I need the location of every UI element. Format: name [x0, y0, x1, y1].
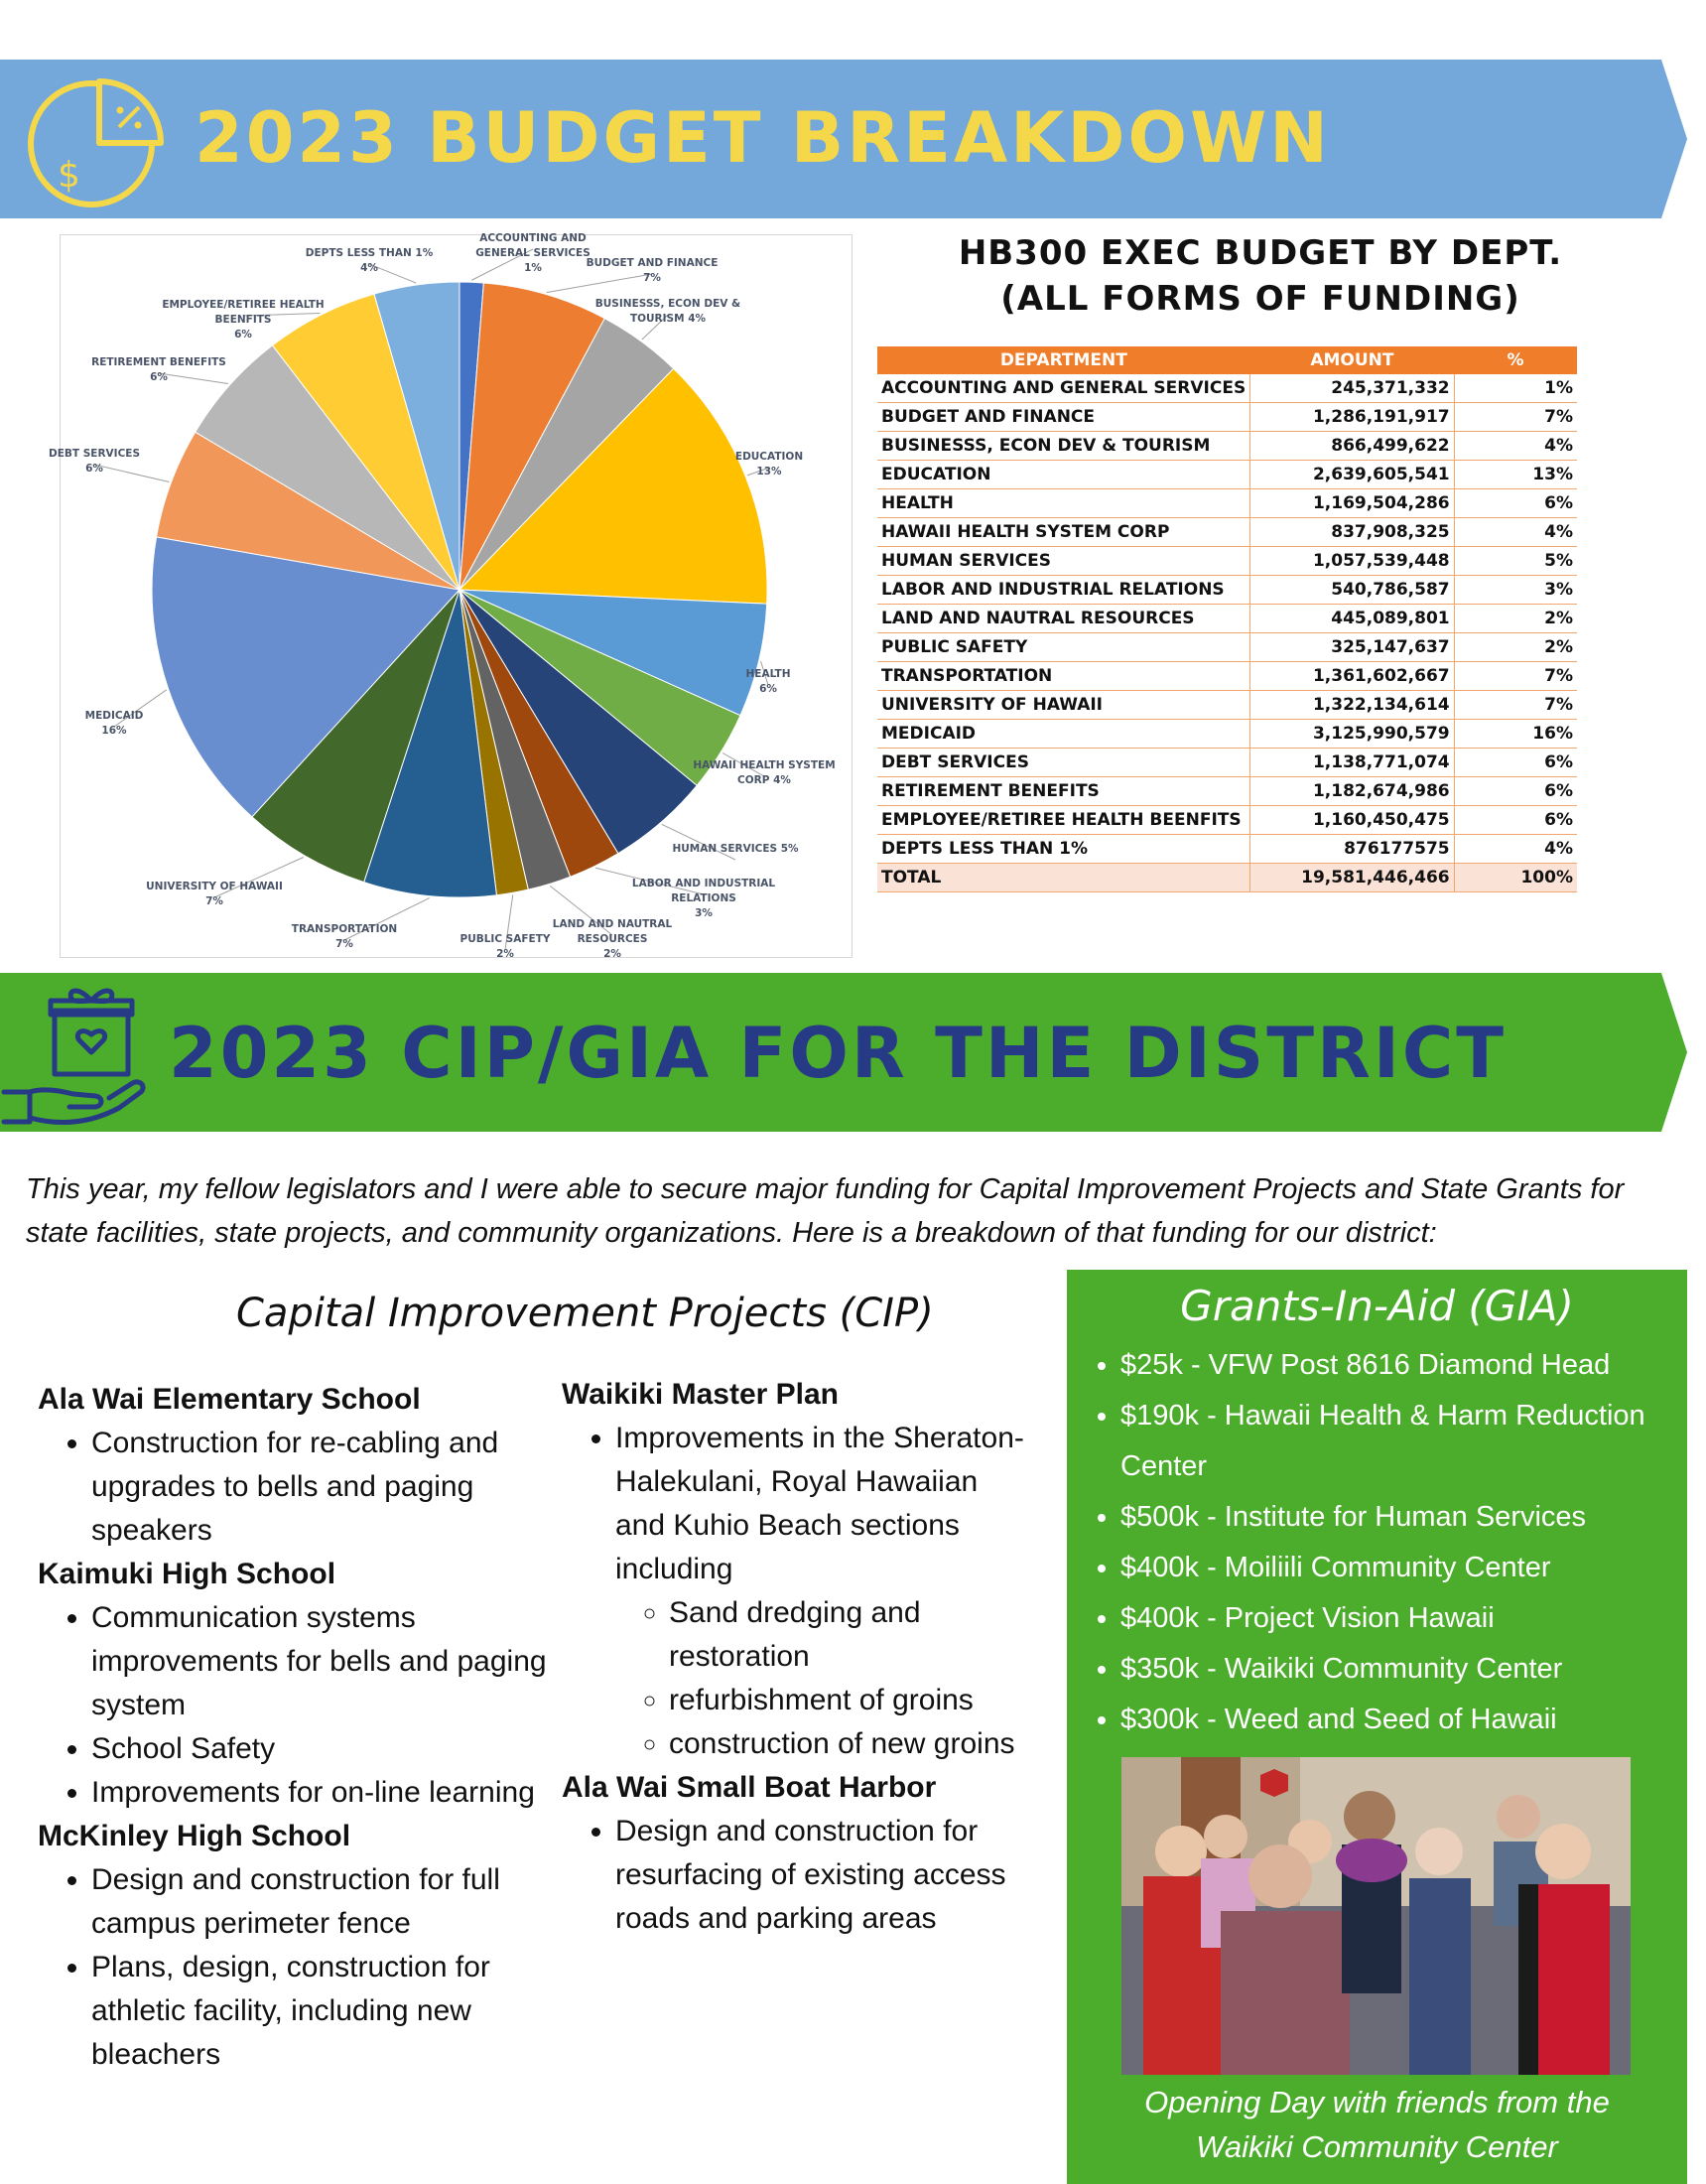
table-row [877, 374, 1577, 403]
list-item: • $350k - Waikiki Community Center [1120, 1644, 1706, 1695]
budget-table [877, 346, 1577, 892]
percent-cell: 100% [1454, 864, 1577, 892]
department-cell: BUDGET AND FINANCE [877, 403, 1250, 432]
list-item: • $190k - Hawaii Health & Harm Reduction Center [1120, 1391, 1706, 1492]
project-ala-wai-boat-harbor: Ala Wai Small Boat Harbor [562, 1771, 937, 1804]
list-item: • Design and construction for resurfacing of existing access roads and parking areas [615, 1810, 1028, 1941]
label-leader-line [547, 274, 652, 293]
department-cell: PUBLIC SAFETY [877, 633, 1250, 662]
pie-slice-label: HEALTH 6% [745, 668, 791, 695]
budget-banner-title: 2023 BUDGET BREAKDOWN [195, 97, 1331, 179]
list-item: • Design and construction for full campus perimeter fence [91, 1858, 554, 1946]
cip-heading: Capital Improvement Projects (CIP) [236, 1291, 934, 1336]
department-cell: EMPLOYEE/RETIREE HEALTH BEENFITS [877, 806, 1250, 835]
pie-slice-label: DEBT SERVICES 6% [48, 448, 141, 475]
photo-caption [1067, 2080, 1687, 2169]
pie-slice-label: PUBLIC SAFETY 2% [459, 933, 551, 960]
amount-cell: 1,138,771,074 [1250, 749, 1454, 777]
pie-slice-label: LAND AND NAUTRAL RESOURCES 2% [552, 918, 673, 960]
list-item: • Plans, design, construction for athletic facility, including new bleachers [91, 1946, 554, 2077]
table-header-row [877, 346, 1577, 374]
amount-cell: 1,169,504,286 [1250, 489, 1454, 518]
percent-cell: 3% [1454, 576, 1577, 605]
amount-cell: 325,147,637 [1250, 633, 1454, 662]
amount-cell: 2,639,605,541 [1250, 461, 1454, 489]
gia-heading: Grants-In-Aid (GIA) [1180, 1282, 1574, 1330]
percent-cell: 7% [1454, 403, 1577, 432]
department-cell: DEPTS LESS THAN 1% [877, 835, 1250, 864]
amount-cell: 876177575 [1250, 835, 1454, 864]
table-title-line2: (ALL FORMS OF FUNDING) [1000, 279, 1520, 319]
amount-cell: 1,057,539,448 [1250, 547, 1454, 576]
amount-cell: 1,182,674,986 [1250, 777, 1454, 806]
table-row [877, 720, 1577, 749]
table-row [877, 662, 1577, 691]
table-row [877, 518, 1577, 547]
intro-paragraph: This year, my fellow legislators and I were able to secure major funding for Capital Improvement Projects and State Grants for state facilities, state projects, and community organizations. Here is a breakdown of that funding for our district: [26, 1173, 1625, 1249]
department-cell: DEBT SERVICES [877, 749, 1250, 777]
pie-chart-svg [48, 232, 852, 960]
project-list [38, 1422, 554, 1553]
label-leader-line [94, 465, 169, 482]
pie-slice-label: LABOR AND INDUSTRIAL RELATIONS 3% [631, 878, 776, 919]
cip-banner [0, 973, 1687, 1132]
caption-line-1: Opening Day with friends from the [1144, 2085, 1610, 2119]
percent-cell: 5% [1454, 547, 1577, 576]
table-row [877, 605, 1577, 633]
amount-cell: 837,908,325 [1250, 518, 1454, 547]
department-cell: UNIVERSITY OF HAWAII [877, 691, 1250, 720]
list-item: • School Safety [91, 1727, 554, 1771]
table-row [877, 489, 1577, 518]
list-item: • Improvements for on-line learning [91, 1771, 554, 1815]
list-item: • $500k - Institute for Human Services [1120, 1492, 1706, 1543]
pie-slice-label: DEPTS LESS THAN 1% 4% [305, 247, 434, 274]
percent-cell: 7% [1454, 662, 1577, 691]
header-department: DEPARTMENT [877, 346, 1250, 374]
sub-list [615, 1591, 1028, 1766]
sub-list-item: ◦ Sand dredging and restoration [669, 1591, 1028, 1679]
pie-slice-label: UNIVERSITY OF HAWAII 7% [146, 881, 283, 907]
amount-cell: 445,089,801 [1250, 605, 1454, 633]
label-leader-line [159, 373, 228, 384]
table-row [877, 461, 1577, 489]
budget-pie-dollar-icon [22, 68, 171, 212]
table-title-line1: HB300 EXEC BUDGET BY DEPT. [958, 233, 1563, 273]
department-cell: HAWAII HEALTH SYSTEM CORP [877, 518, 1250, 547]
department-cell: HEALTH [877, 489, 1250, 518]
percent-cell: 2% [1454, 633, 1577, 662]
project-mckinley-high: McKinley High School [38, 1820, 351, 1852]
percent-cell: 6% [1454, 749, 1577, 777]
department-cell: ACCOUNTING AND GENERAL SERVICES [877, 374, 1250, 403]
pie-slice-label: RETIREMENT BENEFITS 6% [91, 356, 226, 383]
list-item: • $400k - Project Vision Hawaii [1120, 1593, 1706, 1644]
list-item [615, 1417, 1028, 1766]
pie-slice-label: EDUCATION 13% [734, 451, 804, 478]
pie-slice-label: BUDGET AND FINANCE 7% [586, 257, 719, 284]
percent-cell: 4% [1454, 518, 1577, 547]
amount-cell: 1,160,450,475 [1250, 806, 1454, 835]
percent-cell: 6% [1454, 777, 1577, 806]
amount-cell: 19,581,446,466 [1250, 864, 1454, 892]
gia-list [1091, 1340, 1706, 1745]
percent-cell: 1% [1454, 374, 1577, 403]
amount-cell: 866,499,622 [1250, 432, 1454, 461]
department-cell: LAND AND NAUTRAL RESOURCES [877, 605, 1250, 633]
table-row [877, 777, 1577, 806]
list-item-text: Improvements in the Sheraton-Halekulani, Royal Hawaiian and Kuhio Beach sections including [615, 1422, 1024, 1585]
percent-cell: 6% [1454, 489, 1577, 518]
project-list [562, 1810, 1028, 1941]
budget-banner [0, 60, 1687, 218]
table-row [877, 576, 1577, 605]
gia-panel [1067, 1270, 1687, 2184]
pie-slice-label: HUMAN SERVICES 5% [672, 843, 799, 855]
gift-hand-icon [0, 981, 149, 1128]
table-row [877, 835, 1577, 864]
pie-slice-label: MEDICAID 16% [84, 710, 144, 737]
list-item: • $400k - Moiliili Community Center [1120, 1543, 1706, 1593]
table-row [877, 432, 1577, 461]
amount-cell: 540,786,587 [1250, 576, 1454, 605]
budget-pie-chart [48, 232, 853, 960]
group-photo [1121, 1757, 1631, 2075]
project-list [562, 1417, 1028, 1766]
pie-slice-label: EMPLOYEE/RETIREE HEALTH BEENFITS 6% [162, 299, 325, 341]
pie-slice-label: TRANSPORTATION 7% [291, 923, 398, 950]
percent-cell: 2% [1454, 605, 1577, 633]
list-item: • Communication systems improvements for bells and paging system [91, 1596, 554, 1727]
percent-cell: 13% [1454, 461, 1577, 489]
project-waikiki-master-plan: Waikiki Master Plan [562, 1378, 839, 1411]
sub-list-item: ◦ refurbishment of groins [669, 1679, 1028, 1722]
project-list [38, 1858, 554, 2077]
percent-cell: 7% [1454, 691, 1577, 720]
department-cell: EDUCATION [877, 461, 1250, 489]
department-cell: HUMAN SERVICES [877, 547, 1250, 576]
department-cell: BUSINESSS, ECON DEV & TOURISM [877, 432, 1250, 461]
list-item: • Construction for re-cabling and upgrades to bells and paging speakers [91, 1422, 554, 1553]
percent-cell: 16% [1454, 720, 1577, 749]
pie-slice-label: BUSINESSS, ECON DEV & TOURISM 4% [594, 298, 741, 325]
table-row [877, 403, 1577, 432]
amount-cell: 3,125,990,579 [1250, 720, 1454, 749]
department-cell: LABOR AND INDUSTRIAL RELATIONS [877, 576, 1250, 605]
table-row [877, 633, 1577, 662]
sub-list-item: ◦ construction of new groins [669, 1722, 1028, 1766]
list-item: • $300k - Weed and Seed of Hawaii [1120, 1695, 1706, 1745]
pie-slice-label: ACCOUNTING AND GENERAL SERVICES 1% [475, 232, 591, 274]
svg-text:$: $ [58, 155, 80, 196]
amount-cell: 245,371,332 [1250, 374, 1454, 403]
table-title [863, 230, 1657, 322]
project-list [38, 1596, 554, 1815]
cip-column-1 [38, 1378, 554, 2077]
department-cell: TOTAL [877, 864, 1250, 892]
cip-column-2 [562, 1373, 1028, 1941]
amount-cell: 1,322,134,614 [1250, 691, 1454, 720]
pie-slice-label: HAWAII HEALTH SYSTEM CORP 4% [693, 759, 836, 786]
project-ala-wai-elementary: Ala Wai Elementary School [38, 1383, 421, 1416]
table-row [877, 547, 1577, 576]
table-row [877, 749, 1577, 777]
table-total-row [877, 864, 1577, 892]
table-row [877, 806, 1577, 835]
cip-banner-title: 2023 CIP/GIA FOR THE DISTRICT [169, 1013, 1508, 1094]
percent-cell: 4% [1454, 432, 1577, 461]
project-kaimuki-high: Kaimuki High School [38, 1558, 336, 1590]
list-item: • $25k - VFW Post 8616 Diamond Head [1120, 1340, 1706, 1391]
department-cell: RETIREMENT BENEFITS [877, 777, 1250, 806]
caption-line-2: Waikiki Community Center [1196, 2129, 1558, 2164]
department-cell: MEDICAID [877, 720, 1250, 749]
table-row [877, 691, 1577, 720]
amount-cell: 1,361,602,667 [1250, 662, 1454, 691]
percent-cell: 6% [1454, 806, 1577, 835]
amount-cell: 1,286,191,917 [1250, 403, 1454, 432]
header-amount: AMOUNT [1250, 346, 1454, 374]
department-cell: TRANSPORTATION [877, 662, 1250, 691]
header-percent: % [1454, 346, 1577, 374]
percent-cell: 4% [1454, 835, 1577, 864]
